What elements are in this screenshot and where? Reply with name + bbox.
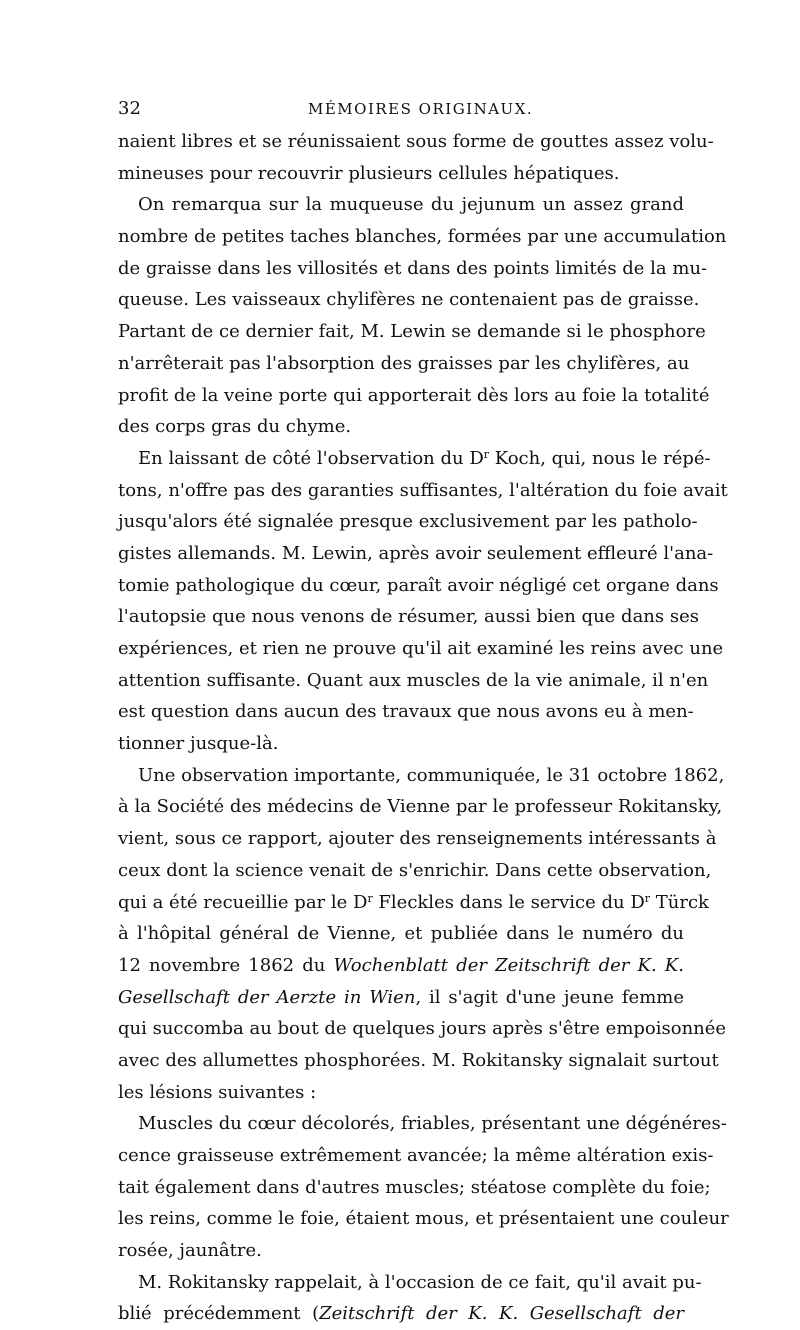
text-line: queuse. Les vaisseaux chylifères ne contenaient pas de graisse.	[118, 289, 700, 311]
text-line: attention suffisante. Quant aux muscles de la vie animale, il n'en	[118, 669, 709, 691]
text-line: tomie pathologique du cœur, paraît avoir négligé cet organe dans	[118, 574, 719, 596]
page-header	[118, 98, 683, 124]
text-line: On remarqua sur la muqueuse du jejunum un assez grand	[138, 194, 684, 216]
text-line: profit de la veine porte qui apporterait dès lors au foie la totalité	[118, 384, 710, 406]
text-line: n'arrêterait pas l'absorption des graisses par les chylifères, au	[118, 352, 690, 374]
running-title: MÉMOIRES ORIGINAUX.	[308, 100, 534, 118]
text-line: 12 novembre 1862 du Wochenblatt der Zeitschrift der K. K.	[118, 954, 684, 976]
text-line: à la Société des médecins de Vienne par le professeur Rokitansky,	[118, 796, 723, 818]
text-line: à l'hôpital général de Vienne, et publiée dans le numéro du	[118, 923, 684, 945]
journal-title: Gesellschaft der Aerzte in Wien	[118, 986, 416, 1008]
text-line: jusqu'alors été signalée presque exclusivement par les patholo-	[118, 511, 698, 533]
text-line: En laissant de côté l'observation du $D^r$ Koch, qui, nous le répé-	[138, 447, 711, 469]
text-line: M. Rokitansky rappelait, à l'occasion de ce fait, qu'il avait pu-	[138, 1271, 702, 1293]
text-line: de graisse dans les villosités et dans des points limités de la mu-	[118, 257, 708, 279]
journal-title: Wochenblatt der Zeitschrift der K. K.	[333, 954, 684, 976]
text-line: tons, n'offre pas des garanties suffisantes, l'altération du foie avait	[118, 479, 728, 501]
text-line: gistes allemands. M. Lewin, après avoir seulement effleuré l'ana-	[118, 542, 714, 564]
text-line: blié précédemment (Zeitschrift der K. K. Gesellschaft der	[118, 1303, 685, 1325]
text-line: les lésions suivantes :	[118, 1081, 317, 1103]
text-line: expériences, et rien ne prouve qu'il ait examiné les reins avec une	[118, 638, 724, 659]
text-line: nombre de petites taches blanches, formées par une accumulation	[118, 226, 727, 248]
text-line: cence graisseuse extrêmement avancée; la même altération exis-	[118, 1145, 714, 1166]
text-line: mineuses pour recouvrir plusieurs cellules hépatiques.	[118, 162, 620, 184]
text-line: naient libres et se réunissaient sous forme de gouttes assez volu-	[118, 131, 714, 152]
text-line: vient, sous ce rapport, ajouter des renseignements intéressants à	[118, 828, 717, 850]
text-line: tait également dans d'autres muscles; stéatose complète du foie;	[118, 1176, 711, 1198]
text-line: ceux dont la science venait de s'enrichir. Dans cette observation,	[118, 859, 712, 881]
text-line: Gesellschaft der Aerzte in Wien, il s'agit d'une jeune femme	[118, 986, 684, 1008]
text-line: qui a été recueillie par le $D^r$ Fleckles dans le service du $D^r$ Türck	[118, 891, 709, 913]
body-text	[118, 126, 729, 1330]
text-line: les reins, comme le foie, étaient mous, et présentaient une couleur	[118, 1208, 729, 1230]
text-line: Muscles du cœur décolorés, friables, présentant une dégénéres-	[138, 1113, 727, 1135]
text-line: tionner jusque-là.	[118, 733, 279, 755]
text-line: est question dans aucun des travaux que nous avons eu à men-	[118, 701, 694, 723]
page-number: 32	[118, 98, 141, 119]
text-line: des corps gras du chyme.	[118, 416, 352, 438]
text-line: qui succomba au bout de quelques jours après s'être empoisonnée	[118, 1018, 727, 1040]
text-line: avec des allumettes phosphorées. M. Rokitansky signalait surtout	[118, 1049, 719, 1071]
text-line: l'autopsie que nous venons de résumer, aussi bien que dans ses	[118, 606, 699, 628]
text-line: Partant de ce dernier fait, M. Lewin se demande si le phosphore	[118, 321, 706, 343]
text-line: Une observation importante, communiquée, le 31 octobre 1862,	[138, 764, 725, 786]
text-line: rosée, jaunâtre.	[118, 1240, 262, 1262]
journal-title: Zeitschrift der K. K. Gesellschaft der	[319, 1303, 685, 1325]
